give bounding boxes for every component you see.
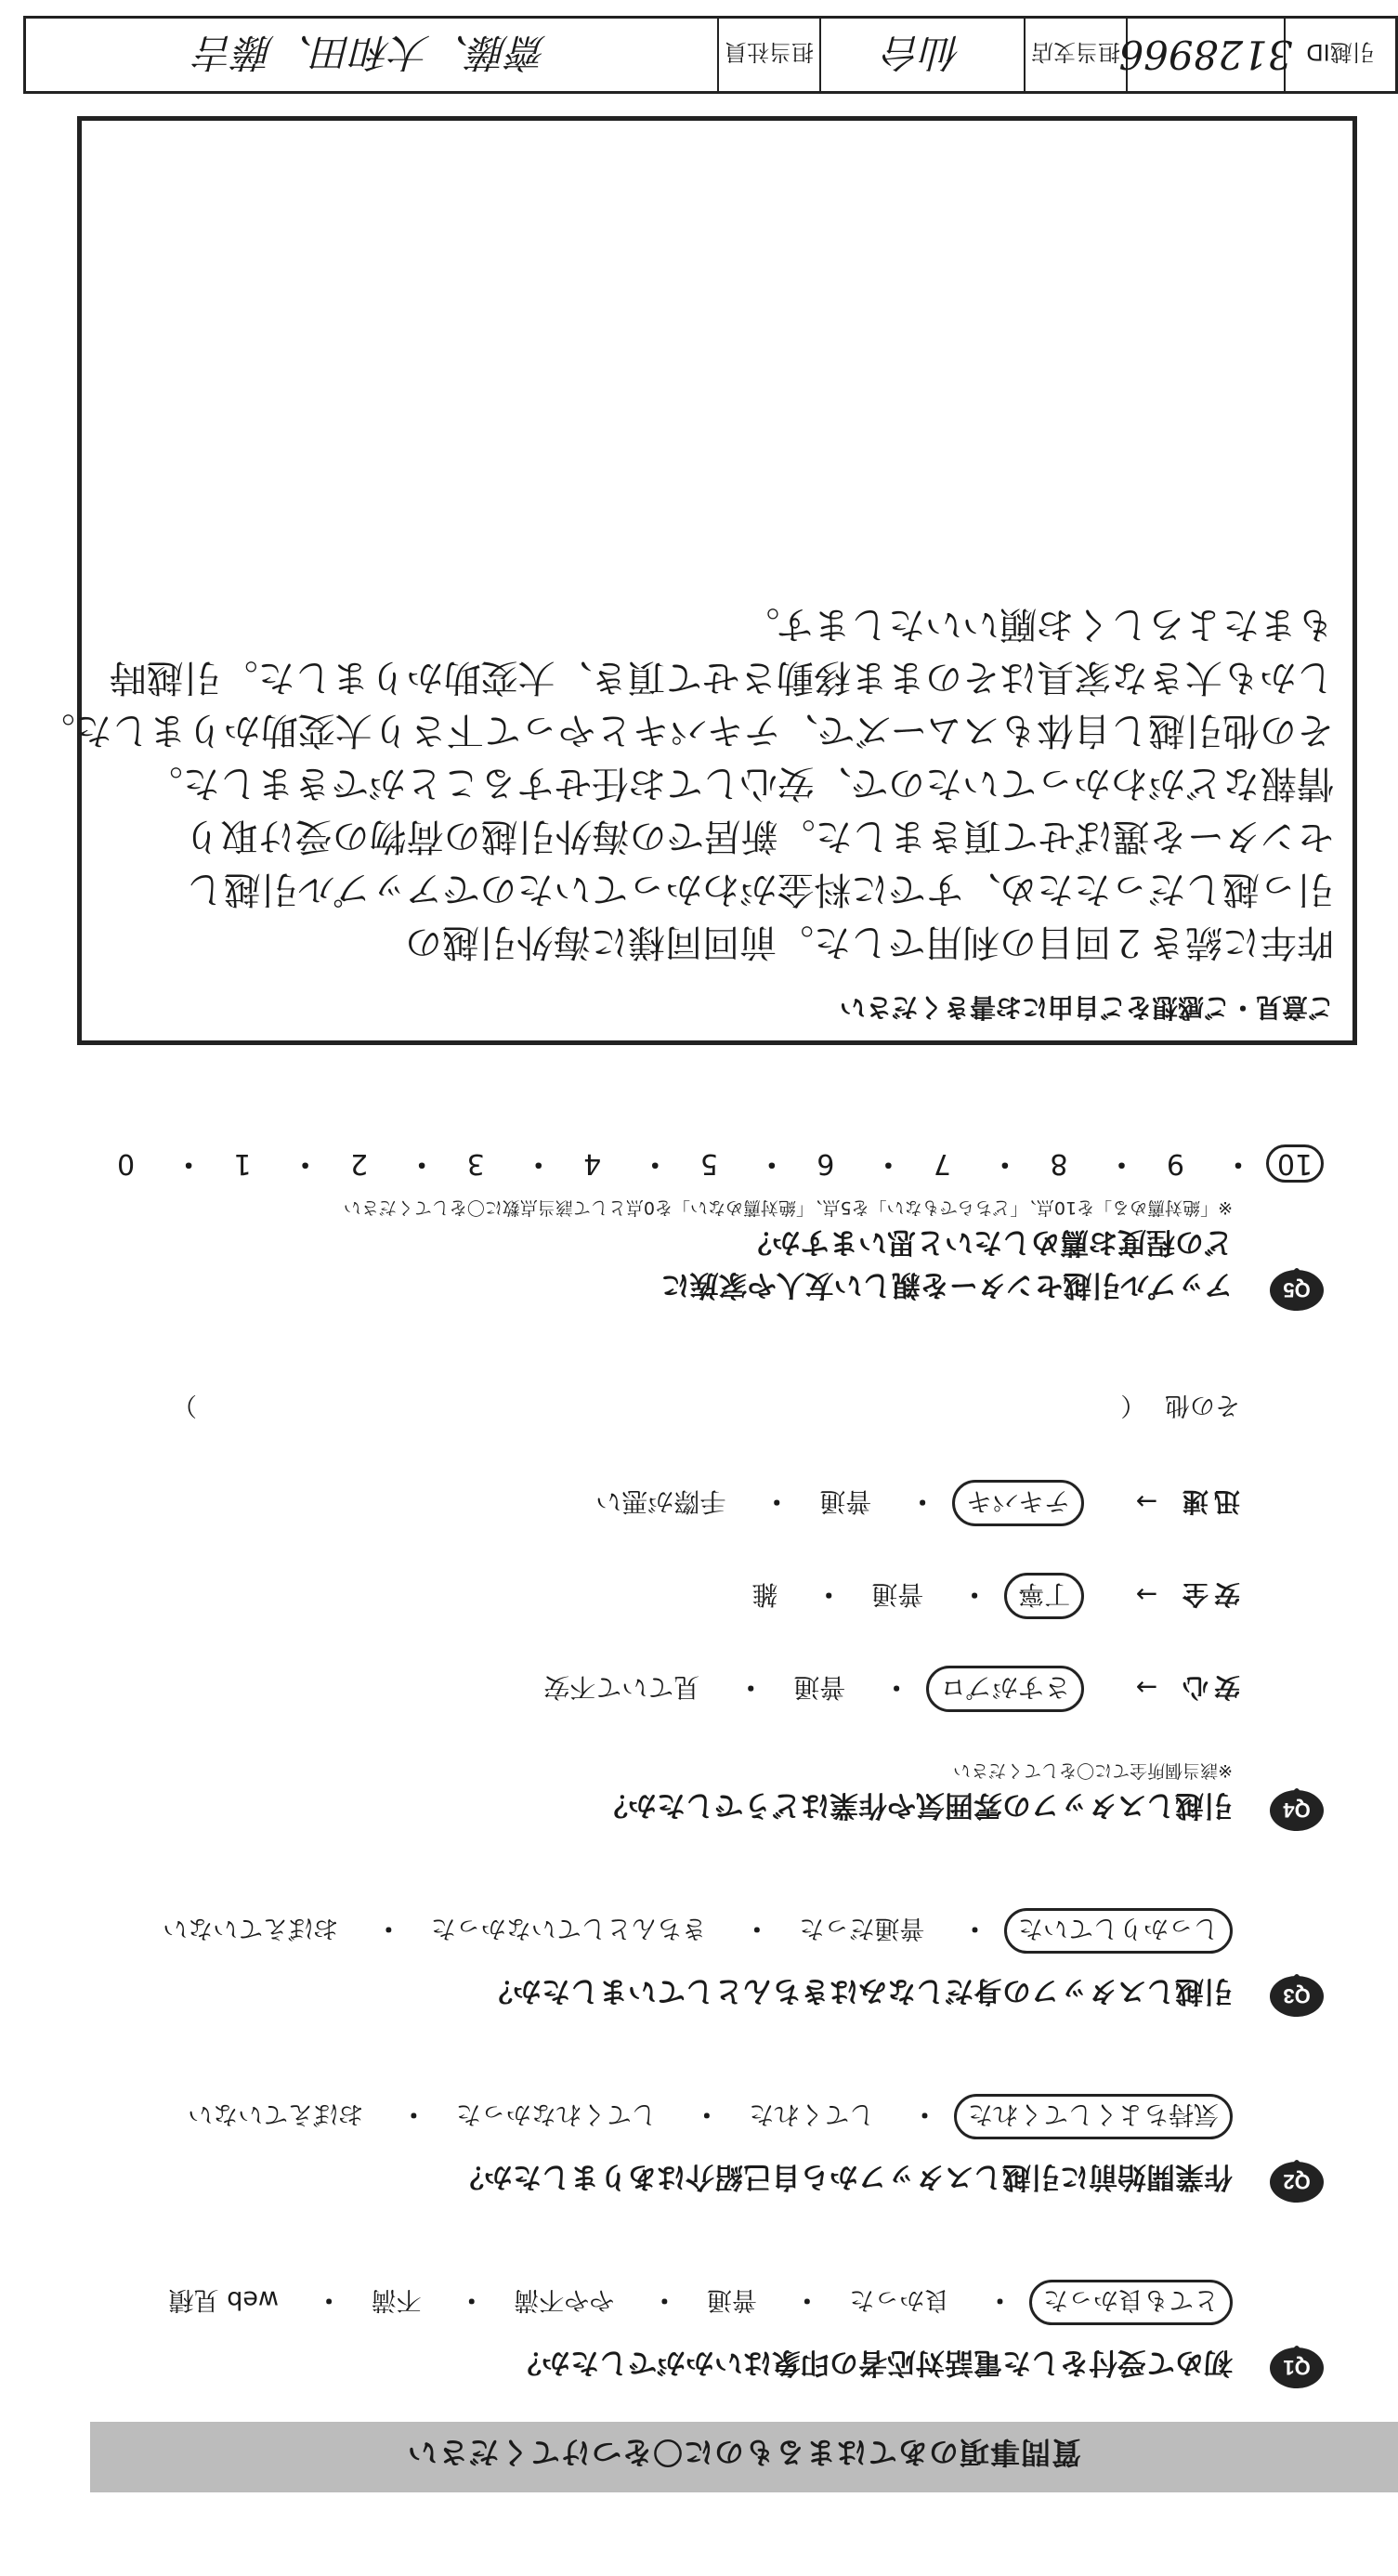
option-did-not[interactable]: してくれなかった (455, 2099, 657, 2128)
q2-options: 気持ちよくしてくれた・ してくれた・ してくれなかった・ おぼえていない (175, 2094, 1233, 2139)
q5-rating-scale: 10・ 9・ 8・ 7・ 6・ 5・ 4・ 3・ 2・ 1・ 0 (135, 1144, 1324, 1187)
option-slightly-dissatisfied[interactable]: やや不満 (514, 2285, 615, 2314)
q4-other (172, 1390, 1240, 1426)
rating-6[interactable]: 6 (817, 1147, 835, 1180)
footer-id-table (23, 16, 1398, 94)
paren-close: ） (172, 1391, 197, 1419)
instruction-band (90, 2422, 1398, 2492)
option-web-estimate[interactable]: web 見積 (168, 2285, 280, 2314)
option-normal[interactable]: 普通 (793, 1672, 846, 1703)
arrow-icon: → (1135, 1672, 1158, 1703)
rating-5[interactable]: 5 (699, 1147, 718, 1180)
question-text-line2: どの程度お薦めしたいと思いますか？ (743, 1225, 1233, 1259)
rating-4[interactable]: 4 (583, 1147, 602, 1180)
option-rough[interactable]: 雑 (751, 1579, 778, 1610)
question-text-line1: アップル引越センターを親しい友人や家族に (660, 1268, 1233, 1301)
option-worrying[interactable]: 見ていて不安 (543, 1672, 700, 1703)
question-note: ※「絶対薦める」を10点、「どちらでもない」を5点、「絶対薦めない」を0点として該当点数に〇をしてください (343, 1197, 1233, 1218)
q-badge-icon (1268, 1783, 1326, 1835)
row-label: 迅速 (1176, 1486, 1240, 1517)
option-dont-remember[interactable]: おぼえていない (188, 2099, 364, 2128)
option-average[interactable]: 普通だった (799, 1914, 925, 1942)
rating-9[interactable]: 9 (1166, 1147, 1184, 1180)
q4-row-reliability: 安心 → さすがプロ・ 普通・ 見ていて不安 (530, 1666, 1240, 1712)
option-professional[interactable]: さすがプロ (926, 1666, 1084, 1712)
option-careful[interactable]: 丁寧 (1004, 1573, 1084, 1619)
rating-10[interactable]: 10 (1266, 1144, 1324, 1183)
staff-value: 齋藤、大和田、藤吉 (196, 30, 548, 75)
option-dont-remember[interactable]: おぼえていない (163, 1914, 339, 1942)
q-badge-icon (1268, 1262, 1326, 1314)
row-label: 安全 (1176, 1579, 1240, 1610)
q4-row-safety: 安全 → 丁寧・ 普通・ 雑 (738, 1573, 1240, 1619)
rating-1[interactable]: 1 (233, 1147, 252, 1180)
question-1 (81, 2262, 1326, 2392)
option-neat[interactable]: しっかりしていた (1004, 1908, 1233, 1954)
q-badge-icon (1268, 2340, 1326, 2392)
question-note: ※該当個所全てに〇をしてください (953, 1760, 1233, 1781)
comment-line: センターを選ばせて頂きました。新居での海外引越の荷物の受け取り (183, 815, 1334, 857)
question-text: 引越しスタッフの雰囲気や作業はどうでしたか？ (599, 1788, 1233, 1822)
option-dissatisfied[interactable]: 不満 (371, 2285, 422, 2314)
question-text: 引越しスタッフの身だしなみはきちんとしていましたか？ (484, 1974, 1233, 2007)
option-clumsy[interactable]: 手際が悪い (595, 1486, 726, 1517)
row-label: 安心 (1176, 1672, 1240, 1703)
rating-7[interactable]: 7 (933, 1147, 951, 1180)
option-normal[interactable]: 普通 (819, 1486, 872, 1517)
option-normal[interactable]: 普通 (706, 2285, 757, 2314)
svg-text:Q4: Q4 (1283, 1798, 1311, 1822)
comment-line: 昨年に続き２回目の利用でした。前回同様に海外引越の (405, 921, 1334, 963)
option-efficient[interactable]: テキパキ (952, 1480, 1084, 1526)
rating-2[interactable]: 2 (350, 1147, 369, 1180)
option-very-good[interactable]: とても良かった (1029, 2280, 1233, 2325)
comment-line: その他引越し自体もスムーズで、テキパキとやって下さり大変助かりました。 (37, 709, 1334, 752)
q1-options: とても良かった・ 良かった・ 普通・ やや不満・ 不満・ web 見積 (156, 2280, 1233, 2325)
q3-options: しっかりしていた・ 普通だった・ きちんとしていなかった・ おぼえていない (150, 1908, 1233, 1954)
comment-title: ご意見・ご感想をご自由にお書きください (839, 992, 1334, 1023)
question-2 (81, 2076, 1326, 2206)
id-value: 3128966 (1126, 19, 1284, 91)
question-3 (81, 1890, 1326, 2020)
comment-line: 情報などがわかっていたので、安心してお任せすることができました。 (145, 762, 1334, 804)
question-5 (81, 1184, 1326, 1314)
instruction-text: 質問事項のあてはまるものに〇をつけてください (407, 2435, 1082, 2470)
id-label: 引越ID (1284, 19, 1395, 91)
rating-0[interactable]: 0 (116, 1147, 136, 1180)
q4-row-speed: 迅速 → テキパキ・ 普通・ 手際が悪い (582, 1480, 1240, 1526)
comment-line: しかも大きな家具はそのまま移動させて頂き、大変助かりました。引越時 (109, 656, 1334, 699)
comment-line: 引っ越しだったため、すでに料金がわかっていたのでアップル引越し (186, 868, 1334, 910)
branch-label: 担当支店 (1024, 19, 1126, 91)
svg-text:Q5: Q5 (1283, 1278, 1311, 1301)
q-badge-icon (1268, 1968, 1326, 2020)
rating-3[interactable]: 3 (466, 1147, 485, 1180)
svg-text:Q1: Q1 (1283, 2356, 1311, 2379)
rating-8[interactable]: 8 (1050, 1147, 1068, 1180)
comment-handwriting (37, 597, 1334, 968)
question-text: 作業開始前に引越しスタッフから自己紹介はありましたか？ (455, 2160, 1233, 2193)
svg-text:Q2: Q2 (1283, 2170, 1311, 2193)
option-gladly[interactable]: 気持ちよくしてくれた (954, 2094, 1233, 2139)
option-normal[interactable]: 普通 (871, 1579, 924, 1610)
comment-line: もまたよろしくお願いいたします。 (742, 603, 1334, 646)
paren-open: （ (1120, 1391, 1146, 1419)
arrow-icon: → (1135, 1579, 1158, 1610)
option-not-neat[interactable]: きちんとしていなかった (430, 1914, 707, 1942)
staff-label: 担当社員 (717, 19, 819, 91)
comment-box[interactable] (37, 116, 1357, 1045)
option-did[interactable]: してくれた (749, 2099, 875, 2128)
option-good[interactable]: 良かった (849, 2285, 950, 2314)
svg-text:Q3: Q3 (1283, 1984, 1311, 2007)
branch-value: 仙台 (819, 19, 1024, 91)
other-label: その他 (1165, 1391, 1240, 1419)
q-badge-icon (1268, 2154, 1326, 2206)
question-text: 初めて受付をした電話対応者の印象はいかがでしたか？ (513, 2346, 1233, 2379)
arrow-icon: → (1135, 1486, 1158, 1517)
